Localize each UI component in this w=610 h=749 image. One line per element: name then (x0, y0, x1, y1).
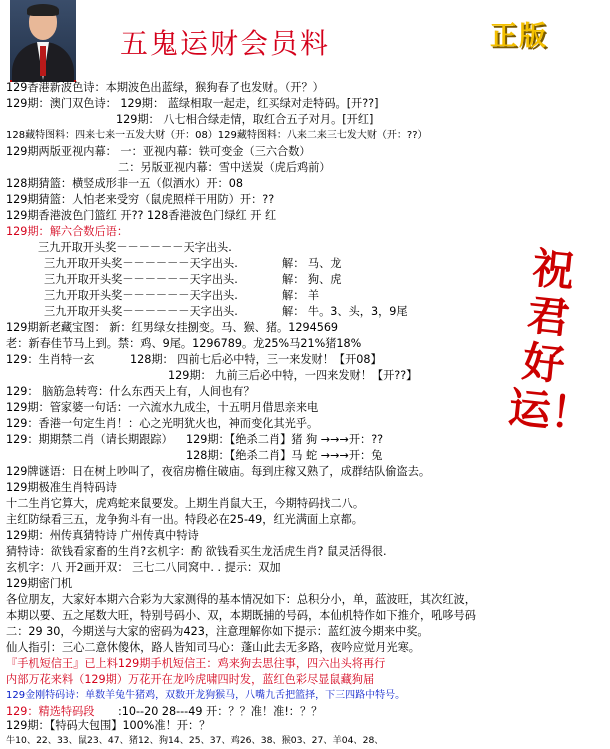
line-riddle-poem: 129牌谜语：日在树上吵叫了，夜宿房檐住破庙。每到庄稼又熟了，成群结队偷盗去。 (6, 465, 431, 478)
line-number-list-1: 牛10、22、33、鼠23、47、猪12、狗14、25、37、鸡26、38、猴03、27、羊04、28、 (6, 735, 384, 746)
line-inner-flowers: 内部万花来料（129期）万花开在龙吟虎啸四时发，蓝红色彩尽显鼠藏狗届 (6, 673, 375, 686)
portrait-tie (40, 46, 46, 76)
line-solve-5: 三九开取开头奖－－－－－－天字出头. (44, 305, 238, 318)
line-riddle-129: 129期猜篮：人怕老来受穷（鼠虎照样干用防）开：?? (6, 193, 275, 206)
line-solve-5-answer: 解： 牛。3、头，3，9尾 (282, 305, 408, 318)
line-solve-heading: 129期：解六合数后语： (6, 225, 129, 238)
line-selected-range: 129：精选特码段 (6, 705, 95, 718)
line-selected-range-values: :10--20 28---49 开：？？准！准!：？？ (118, 705, 323, 718)
line-kill-two-128: 128期：【绝杀二肖】马 蛇 →→→开：兔 (186, 449, 383, 462)
line-housekeeper: 129期：管家婆一句话：一六流水九成尘，十五明月借思亲来电 (6, 401, 319, 414)
line-vajra-poem: 129金刚特码诗：单数羊兔牛猪鸡，双数开龙狗猴马，八嘴九舌把篮择，下三四路中特号。 (6, 690, 406, 701)
line-hk-color: 129期香港波色门篮红 开?? 128香港波色门绿红 开 红 (6, 209, 277, 222)
line-secret-2: 本期以要、五之尾数大旺，特别号码小、双，本期既捕的号码，本仙机特作如下推介，吼哆号码 (6, 609, 476, 622)
line-zodiac-poem-title: 129期极准生肖特码诗 (6, 481, 117, 494)
line-hidden-chart: 128藏特图料：四来七来一五发大财（开：08）129藏特图料：八来二来三七发大财（开：??） (6, 130, 428, 141)
line-zodiac-129: 129期： 九前三后必中特，一四来发财！【开??】 (168, 369, 418, 382)
line-brain-teaser: 129： 脑筋急转弯：什么东西天上有，人间也有？ (6, 385, 255, 398)
line-fax-poem-1: 猜特诗：欲钱看家畜的生肖?玄机字：酌 欲钱看买生龙活虎生肖? 鼠灵活得很. (6, 545, 387, 558)
line-treasure-new: 129期新老藏宝图： 新：红男绿女挂捌变。马、猴、猪。1294569 (6, 321, 339, 334)
line-fax-poem-title: 129期：州传真猜特诗 广州传真中特诗 (6, 529, 199, 542)
line-zodiac-poem-2: 主红防绿看三五，龙争狗斗有一出。特段必在25-49，红光满面上京都。 (6, 513, 363, 526)
line-solve-1: 三九开取开头奖－－－－－－天字出头. (38, 241, 232, 254)
line-solve-2-answer: 解： 马、龙 (282, 257, 342, 270)
line-riddle-128: 128期猜篮：横竖成形非一五（似酒水）开：08 (6, 177, 243, 190)
line-color-poem: 129香港新波色诗：本期波色出蓝绿，猴狗春了也发财。（开？） (6, 81, 324, 94)
line-sms-king: 『手机短信王』已上料129期手机短信王：鸡来狗去思往事，四六出头将再行 (6, 657, 386, 670)
line-macau-poem: 129期：澳门双色诗： 129期： 蓝绿相取一起走，红买绿对走特码。[开??] (6, 97, 379, 110)
line-ban-two: 129：期期禁二肖（请长期跟踪） (6, 433, 173, 446)
line-immortal-guide: 仙人指引：三心二意休傻休，路人皆知司马心：蓬山此去无多路，夜吟应觉月光寒。 (6, 641, 420, 654)
genuine-badge: 正版 (490, 21, 548, 52)
line-treasure-old: 老：新春佳节马上到。禁：鸡、9尾。1296789。龙25%马21%猪18% (6, 337, 362, 350)
line-atv-insider-2: 二：另版亚视内幕：雪中送炭（虎后鸡前） (118, 161, 331, 174)
line-secret-title: 129期密门机 (6, 577, 73, 590)
portrait-photo (10, 0, 76, 82)
line-solve-4-answer: 解： 羊 (282, 289, 320, 302)
line-macau-poem-2: 129期： 八七相合绿走情，取红合五子对月。[开红] (116, 113, 374, 126)
line-secret-1: 各位朋友，大家好本期六合彩为大家测得的基本情况如下：总积分小，单，蓝波旺，其次红波， (6, 593, 476, 606)
good-luck-vertical-text: 祝君好运！ (506, 243, 595, 441)
line-atv-insider-1: 129期两版亚视内幕： 一：亚视内幕：铁可变金（三六合数） (6, 145, 311, 158)
line-special-surround: 129期：【特码大包围】100%准！开：？ (6, 719, 211, 732)
portrait-hair (27, 4, 59, 16)
line-solve-3-answer: 解： 狗、虎 (282, 273, 342, 286)
line-hk-one-liner: 129：香港一句定生肖！：心之光明犹火也，神而变化其光乎。 (6, 417, 319, 430)
line-zodiac-poem-1: 十二生肖它算大，虎鸡蛇来鼠要发。上期生肖鼠大王，今期特码找二八。 (6, 497, 365, 510)
line-solve-4: 三九开取开头奖－－－－－－天字出头. (44, 289, 238, 302)
line-kill-two-129: 129期：【绝杀二肖】猪 狗 →→→开：?? (186, 433, 384, 446)
line-fax-poem-2: 玄机字：八 开2画开双： 三七二八同窝中. . 提示：双加 (6, 561, 281, 574)
page-title: 五鬼运财会员料 (120, 27, 331, 60)
line-secret-3: 二：29 30，今期送与大家的密码为423，注意理解你如下提示：蓝红波今期来中奖。 (6, 625, 429, 638)
line-zodiac-mystery: 129：生肖特一玄 (6, 353, 95, 366)
line-solve-2: 三九开取开头奖－－－－－－天字出头. (44, 257, 238, 270)
line-zodiac-128: 128期： 四前七后必中特，三一来发财！【开08】 (130, 353, 382, 366)
line-solve-3: 三九开取开头奖－－－－－－天字出头. (44, 273, 238, 286)
